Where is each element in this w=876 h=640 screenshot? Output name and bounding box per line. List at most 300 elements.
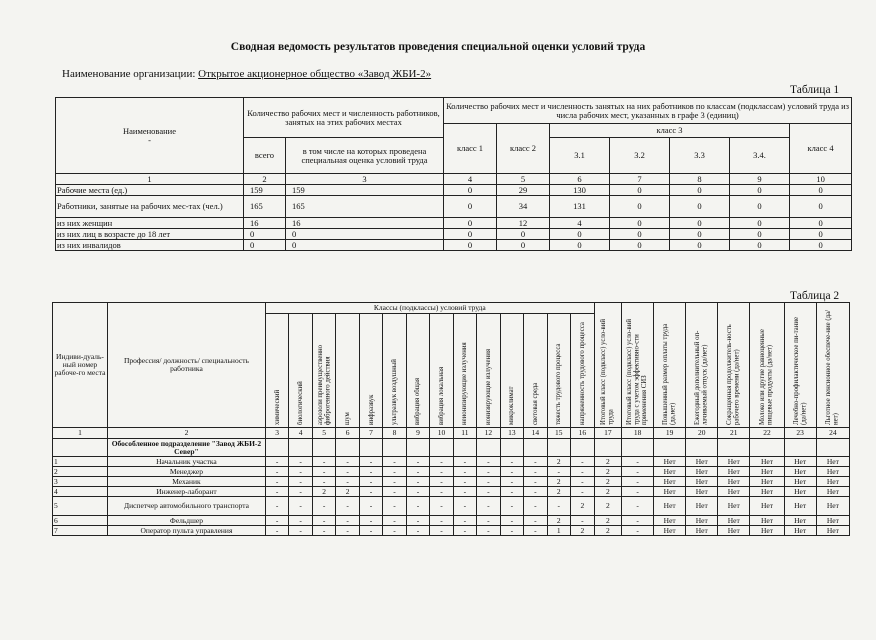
table-cell: - [312,497,335,516]
table-cell: 2 [312,487,335,497]
table-cell: - [359,457,382,467]
table-cell: - [622,487,654,497]
table-cell: - [383,477,406,487]
table-cell: 16 [244,218,286,229]
table-cell: 0 [610,229,670,240]
table-cell: 0 [610,185,670,196]
table-cell: Нет [750,526,784,536]
table-row [53,516,850,526]
t1-column-number: 6 [550,174,610,185]
table-cell: - [336,497,359,516]
t2-header-classes: Классы (подклассы) условий труда [265,303,594,314]
table-cell: 2 [571,497,595,516]
t1-header-total: всего [244,138,286,174]
table-cell: - [430,477,453,487]
table-cell: - [453,497,476,516]
table-cell: 12 [497,218,550,229]
table-cell: 2 [571,526,595,536]
table-cell: Нет [654,497,686,516]
table-cell [686,439,718,457]
table-cell: - [524,457,547,467]
table-cell: 1 [547,526,570,536]
table-cell: Нет [718,526,750,536]
table-cell: - [500,487,523,497]
table-cell: - [289,516,312,526]
table-row [56,218,852,229]
table-cell: - [622,526,654,536]
table-cell: 0 [497,229,550,240]
table-cell: 0 [610,218,670,229]
table-cell: - [359,516,382,526]
t1-header-3-3: 3.3 [670,138,730,174]
table-cell: - [289,457,312,467]
table-cell: - [524,467,547,477]
table-cell [289,439,312,457]
table-cell: 2 [336,487,359,497]
table-cell: 0 [790,229,852,240]
table-cell: Нет [816,487,849,497]
profession-name: Менеджер [107,467,265,477]
table-cell: - [430,497,453,516]
table-row [56,185,852,196]
table-cell: 0 [730,240,790,251]
table-cell: - [524,526,547,536]
table-cell: Нет [718,516,750,526]
table-cell: - [289,526,312,536]
table-cell: - [265,516,288,526]
table-cell [547,439,570,457]
table-cell: - [359,497,382,516]
table-cell: - [406,516,429,526]
table-cell: Нет [816,516,849,526]
table-cell: - [289,497,312,516]
workplace-number: 2 [53,467,108,477]
table-cell: Нет [784,516,816,526]
t2-header-factor: напряженность трудового процесса [571,314,595,428]
table-cell: - [383,526,406,536]
table-cell: - [500,457,523,467]
table-cell: Нет [718,467,750,477]
table-cell: - [312,467,335,477]
t2-column-number: 18 [622,428,654,439]
t1-header-included: в том числе на которых проведена специальная оценка условий труда [286,138,444,174]
table-cell: 0 [444,218,497,229]
table-cell: 29 [497,185,550,196]
table-row [56,196,852,218]
table-cell: 2 [547,516,570,526]
t2-column-number: 11 [453,428,476,439]
t1-header-count: Количество рабочих мест и численность работников, занятых на этих рабочих местах [244,98,444,138]
table-row [53,526,850,536]
table-cell: - [477,457,500,467]
table-cell: Нет [784,457,816,467]
table-cell: - [547,497,570,516]
table-cell: - [430,487,453,497]
t1-header-classes: Количество рабочих мест и численность занятых на них работников по классам (подклассам) условий труда из числа рабочих мест, указанных в графе 3 (единиц) [444,98,852,124]
table-cell: 131 [550,196,610,218]
table-cell: - [477,516,500,526]
table-row [53,467,850,477]
table-cell: 0 [790,218,852,229]
table-cell [53,439,108,457]
table-cell: Нет [654,457,686,467]
table-cell: Нет [654,477,686,487]
table-cell: - [430,467,453,477]
table-cell: 2 [547,477,570,487]
table-cell: - [477,467,500,477]
profession-name: Оператор пульта управления [107,526,265,536]
t2-header-factor: тяжесть трудового процесса [547,314,570,428]
table-cell: - [571,467,595,477]
table-cell: - [406,477,429,487]
table-cell: 2 [594,457,621,467]
t2-header-factor: инфразвук [359,314,382,428]
t1-column-number: 5 [497,174,550,185]
table-cell: 0 [444,196,497,218]
table-cell: - [500,467,523,477]
table-cell: - [383,467,406,477]
organization-name: Открытое акционерное общество «Завод ЖБИ-2» [198,68,432,80]
table-cell: - [524,487,547,497]
table-cell: Нет [750,467,784,477]
table-cell: - [453,467,476,477]
table-cell: - [453,487,476,497]
table-cell: Нет [750,516,784,526]
table-cell [571,439,595,457]
table-cell: 165 [244,196,286,218]
table-cell: 0 [497,240,550,251]
table-cell [406,439,429,457]
workplace-number: 3 [53,477,108,487]
table-cell: Нет [784,467,816,477]
table-cell: - [571,457,595,467]
table-row [56,240,852,251]
t1-header-3-1: 3.1 [550,138,610,174]
t2-column-number: 17 [594,428,621,439]
table-cell: Нет [654,467,686,477]
table-cell: - [406,457,429,467]
t2-header-factor: ультразвук воздушный [383,314,406,428]
section-title: Обособленное подразделение "Завод ЖБИ-2 Север" [107,439,265,457]
table-cell: - [312,477,335,487]
row-label: из них женщин [56,218,244,229]
table-cell: 2 [547,487,570,497]
row-label: Работники, занятые на рабочих мес-тах (чел.) [56,196,244,218]
profession-name: Фельдшер [107,516,265,526]
table-cell: - [622,516,654,526]
row-label: из них инвалидов [56,240,244,251]
row-label: из них лиц в возрасте до 18 лет [56,229,244,240]
table-cell: - [406,487,429,497]
table-cell: 0 [550,240,610,251]
t2-column-number: 21 [718,428,750,439]
table-row [53,477,850,487]
t2-column-number: 10 [430,428,453,439]
table-cell: Нет [816,467,849,477]
table-cell: 4 [550,218,610,229]
t1-column-numbers [56,174,852,185]
table-cell: 165 [286,196,444,218]
table-cell: Нет [718,457,750,467]
table-cell: 0 [790,240,852,251]
table-cell: - [430,516,453,526]
t1-column-number: 7 [610,174,670,185]
table-cell: - [524,477,547,487]
t2-header-factor: микроклимат [500,314,523,428]
table-cell: 0 [444,185,497,196]
table-cell [718,439,750,457]
table-cell: - [265,497,288,516]
t1-header-class3: класс 3 [550,124,790,138]
organization-line [62,68,431,80]
workplace-number: 5 [53,497,108,516]
organization-label: Наименование организации: [62,68,196,80]
table-cell: - [430,526,453,536]
table-cell: - [359,467,382,477]
table-cell: - [571,477,595,487]
t1-column-number: 8 [670,174,730,185]
table-row [56,229,852,240]
workplace-number: 6 [53,516,108,526]
t2-column-number: 7 [359,428,382,439]
table-cell: Нет [784,526,816,536]
table-cell: Нет [718,487,750,497]
t1-column-number: 2 [244,174,286,185]
table-cell: Нет [750,457,784,467]
t2-column-number: 8 [383,428,406,439]
t2-header-extra: Лечебно-профилактическое пи-тание (да/нет) [784,303,816,428]
table-cell [750,439,784,457]
table-cell: - [453,516,476,526]
table-cell: Нет [784,477,816,487]
table-cell: 130 [550,185,610,196]
table-cell: 0 [670,196,730,218]
table-cell: - [477,497,500,516]
t1-header-class1: класс 1 [444,124,497,174]
t2-column-number: 23 [784,428,816,439]
t2-column-number: 15 [547,428,570,439]
t1-header-3-2: 3.2 [610,138,670,174]
table-cell: Нет [816,526,849,536]
t2-header-extra: Ежегодный дополнительный оп-лачиваемый отпуск (да/нет) [686,303,718,428]
table-cell [654,439,686,457]
t2-header-extra: Повышенный размер оплаты труда (да,нет) [654,303,686,428]
t1-header-class4: класс 4 [790,124,852,174]
t2-header-number: Индиви-дуаль-ный номер рабоче-го места [53,303,108,428]
table-cell: 0 [610,196,670,218]
t2-column-number: 2 [107,428,265,439]
table-cell [359,439,382,457]
table-cell: - [622,467,654,477]
table-cell: - [265,526,288,536]
profession-name: Диспетчер автомобильного транспорта [107,497,265,516]
table-cell [265,439,288,457]
table-cell: Нет [816,457,849,467]
row-label: Рабочие места (ед.) [56,185,244,196]
table-cell [594,439,621,457]
table-cell: 0 [610,240,670,251]
table-cell: Нет [750,487,784,497]
table-cell [784,439,816,457]
t2-header-factor: аэрозоли преимущественно фиброгенного действия [312,314,335,428]
t1-header-class2: класс 2 [497,124,550,174]
table-cell: - [500,516,523,526]
table-cell: Нет [686,497,718,516]
table-cell: Нет [654,516,686,526]
table-cell: - [477,487,500,497]
table-cell: - [500,526,523,536]
table-cell: - [524,516,547,526]
t2-header-extra: Молоко или другие равноценные пищевые продукты (да/нет) [750,303,784,428]
table-cell: 2 [594,526,621,536]
table-cell: 159 [286,185,444,196]
t2-column-number: 3 [265,428,288,439]
table-cell: Нет [686,477,718,487]
table-cell: 0 [550,229,610,240]
table-cell: - [336,526,359,536]
profession-name: Начальник участка [107,457,265,467]
table-cell: 159 [244,185,286,196]
table-cell: - [406,467,429,477]
table-cell: 0 [286,229,444,240]
table-cell [816,439,849,457]
table-cell: 0 [444,240,497,251]
t2-column-number: 9 [406,428,429,439]
t2-column-number: 16 [571,428,595,439]
t2-column-numbers [53,428,850,439]
table-cell: Нет [718,497,750,516]
table-cell: - [524,497,547,516]
table-cell: 0 [730,196,790,218]
table-row [53,487,850,497]
table-cell: Нет [784,487,816,497]
table-cell: - [477,526,500,536]
t2-header-factor: вибрация общая [406,314,429,428]
table-cell: 2 [594,516,621,526]
table1-caption: Таблица 1 [790,84,840,96]
table-cell: - [383,497,406,516]
t2-column-number: 12 [477,428,500,439]
table-cell [453,439,476,457]
table-cell: - [359,526,382,536]
table-cell: Нет [654,526,686,536]
table-cell: 0 [730,229,790,240]
table-cell: 0 [286,240,444,251]
summary-table-1 [55,97,852,251]
table-cell: - [383,457,406,467]
section-row [53,439,850,457]
table-cell: 0 [730,185,790,196]
table-cell: - [406,497,429,516]
table-cell: Нет [718,477,750,487]
table-cell: - [383,516,406,526]
t1-column-number: 10 [790,174,852,185]
table-cell: Нет [686,526,718,536]
t2-column-number: 4 [289,428,312,439]
t2-column-number: 14 [524,428,547,439]
t2-column-number: 6 [336,428,359,439]
table-cell: Нет [784,497,816,516]
table-cell: - [289,477,312,487]
table-cell: - [622,497,654,516]
table-cell [477,439,500,457]
table-cell: - [359,487,382,497]
table-cell: - [406,526,429,536]
table-cell: - [312,457,335,467]
table-cell: 2 [547,457,570,467]
t2-header-profession: Профессия/ должность/ специальность работника [107,303,265,428]
t1-header-3-4: 3.4. [730,138,790,174]
table-cell: - [383,487,406,497]
table-cell: 16 [286,218,444,229]
table-cell [430,439,453,457]
table-cell: 0 [244,240,286,251]
t2-column-number: 1 [53,428,108,439]
t2-header-factor: химический [265,314,288,428]
table-cell: Нет [654,487,686,497]
summary-table-2 [52,302,850,536]
workplace-number: 1 [53,457,108,467]
table-cell: 0 [730,218,790,229]
t2-header-factor: ионизирующие излучения [477,314,500,428]
table-cell: - [336,516,359,526]
table-cell: - [500,497,523,516]
table-cell: - [453,457,476,467]
table-cell: - [265,467,288,477]
t1-header-name: Наименование - [56,98,244,174]
table-cell: Нет [750,497,784,516]
t2-header-factor: биологический [289,314,312,428]
table-cell: - [312,516,335,526]
table-cell: 0 [670,240,730,251]
table-cell: - [571,516,595,526]
table-cell: Нет [686,467,718,477]
t2-column-number: 20 [686,428,718,439]
table-cell: 0 [244,229,286,240]
table-cell: - [547,467,570,477]
table-cell: - [265,477,288,487]
t2-column-number: 13 [500,428,523,439]
t1-column-number: 9 [730,174,790,185]
table-cell: - [289,487,312,497]
table-cell: Нет [750,477,784,487]
table-cell: - [622,477,654,487]
t2-column-number: 5 [312,428,335,439]
t1-column-number: 3 [286,174,444,185]
table-cell: - [265,487,288,497]
table-cell: - [500,477,523,487]
table-cell: Нет [816,477,849,487]
table-cell: - [453,477,476,487]
t2-column-number: 22 [750,428,784,439]
table-cell [312,439,335,457]
table-cell: 2 [594,497,621,516]
t2-column-number: 24 [816,428,849,439]
table-cell: 0 [670,185,730,196]
table-cell: 2 [594,487,621,497]
table-row [53,497,850,516]
table-cell: 0 [444,229,497,240]
table-cell: 34 [497,196,550,218]
table-cell: - [336,467,359,477]
table-cell: 2 [594,477,621,487]
table-cell: - [453,526,476,536]
profession-name: Механик [107,477,265,487]
t2-header-extra: Итоговый класс (подкласс) усло-вий труда с учетом эффективно-сти применения СИЗ [622,303,654,428]
table-cell: - [312,526,335,536]
table-cell: Нет [686,487,718,497]
table-cell: Нет [686,516,718,526]
